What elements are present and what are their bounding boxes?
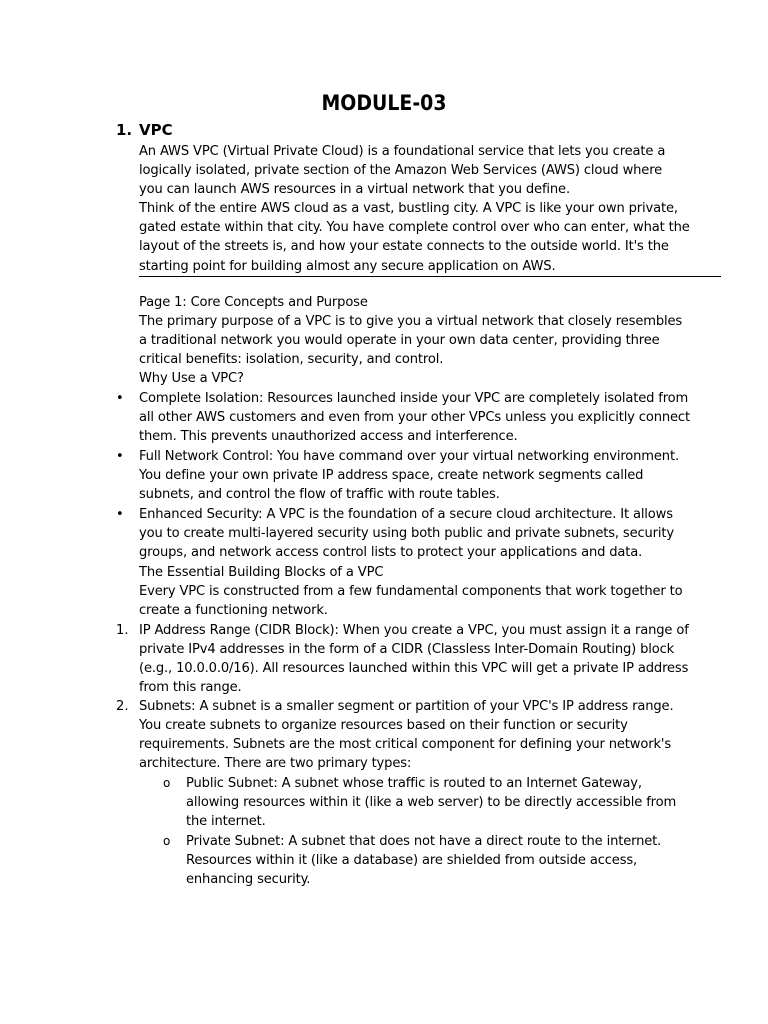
text-line: starting point for building almost any secure application on AWS. <box>139 258 556 274</box>
text-line: Resources within it (like a database) are shielded from outside access, <box>186 853 638 869</box>
text-line: Public Subnet: A subnet whose traffic is routed to an Internet Gateway, <box>186 776 642 791</box>
text-line: them. This prevents unauthorized access and interference. <box>139 429 518 445</box>
sub-bullet-marker: o <box>163 776 171 790</box>
text-line: You create subnets to organize resources based on their function or security <box>139 718 628 734</box>
text-line: allowing resources within it (like a web server) to be directly accessible from <box>186 795 677 811</box>
bullet-item <box>139 447 729 504</box>
text-line: architecture. There are two primary types: <box>139 756 412 772</box>
text-line: You define your own private IP address space, create network segments called <box>139 468 644 484</box>
number-marker: 1. <box>116 623 129 638</box>
text-line: gated estate within that city. You have complete control over who can enter, what the <box>139 220 690 236</box>
text-line: Every VPC is constructed from a few fundamental components that work together to <box>139 584 683 600</box>
text-line: create a functioning network. <box>139 603 328 619</box>
module-title: MODULE-03 <box>321 91 447 115</box>
text-line: Complete Isolation: Resources launched inside your VPC are completely isolated from <box>139 391 689 406</box>
bullet-marker: • <box>116 507 124 522</box>
text-line: all other AWS customers and even from your other VPCs unless you explicitly connect <box>139 410 690 426</box>
text-line: layout of the streets is, and how your estate connects to the outside world. It's the <box>139 239 669 255</box>
sub-bullet-marker: o <box>163 834 171 848</box>
bullet-marker: • <box>116 391 124 406</box>
page1-section <box>139 293 729 388</box>
number-marker: 2. <box>116 699 129 714</box>
sub-item <box>186 832 746 889</box>
text-line: Full Network Control: You have command over your virtual networking environment. <box>139 449 679 464</box>
text-line: Subnets: A subnet is a smaller segment or partition of your VPC's IP address range. <box>139 699 674 714</box>
text-line: logically isolated, private section of the Amazon Web Services (AWS) cloud where <box>139 163 663 179</box>
text-line: you can launch AWS resources in a virtual network that you define. <box>139 182 570 198</box>
text-line: the internet. <box>186 814 266 830</box>
why-heading: Why Use a VPC? <box>139 371 244 387</box>
numbered-item <box>139 621 729 697</box>
bullet-item <box>139 389 729 446</box>
text-line: a traditional network you would operate in your own data center, providing three <box>139 333 660 349</box>
horizontal-rule <box>139 276 721 277</box>
sub-item <box>186 774 746 831</box>
text-line: enhancing security. <box>186 872 311 888</box>
bullet-marker: • <box>116 449 124 464</box>
text-line: critical benefits: isolation, security, and control. <box>139 352 444 368</box>
section-number: 1. <box>116 121 133 139</box>
text-line: groups, and network access control lists to protect your applications and data. <box>139 545 643 561</box>
building-blocks-section <box>139 563 729 620</box>
bullet-item <box>139 505 729 562</box>
text-line: requirements. Subnets are the most critical component for defining your network's <box>139 737 671 753</box>
text-line: private IPv4 addresses in the form of a CIDR (Classless Inter-Domain Routing) block <box>139 642 675 658</box>
section-heading <box>116 120 173 140</box>
text-line: you to create multi-layered security using both public and private subnets, security <box>139 526 674 542</box>
building-blocks-heading: The Essential Building Blocks of a VPC <box>139 565 384 580</box>
numbered-item <box>139 697 729 773</box>
section-title: VPC <box>139 121 173 139</box>
text-line: from this range. <box>139 680 242 696</box>
text-line: Private Subnet: A subnet that does not have a direct route to the internet. <box>186 834 662 849</box>
text-line: IP Address Range (CIDR Block): When you create a VPC, you must assign it a range of <box>139 623 689 638</box>
text-line: Enhanced Security: A VPC is the foundation of a secure cloud architecture. It allows <box>139 507 673 522</box>
text-line: (e.g., 10.0.0.0/16). All resources launched within this VPC will get a private IP address <box>139 661 689 677</box>
intro-paragraph <box>139 142 729 276</box>
text-line: An AWS VPC (Virtual Private Cloud) is a foundational service that lets you create a <box>139 144 666 159</box>
text-line: The primary purpose of a VPC is to give you a virtual network that closely resembles <box>139 314 683 330</box>
text-line: subnets, and control the flow of traffic with route tables. <box>139 487 500 503</box>
page1-heading: Page 1: Core Concepts and Purpose <box>139 295 368 310</box>
text-line: Think of the entire AWS cloud as a vast, bustling city. A VPC is like your own private, <box>139 201 678 217</box>
